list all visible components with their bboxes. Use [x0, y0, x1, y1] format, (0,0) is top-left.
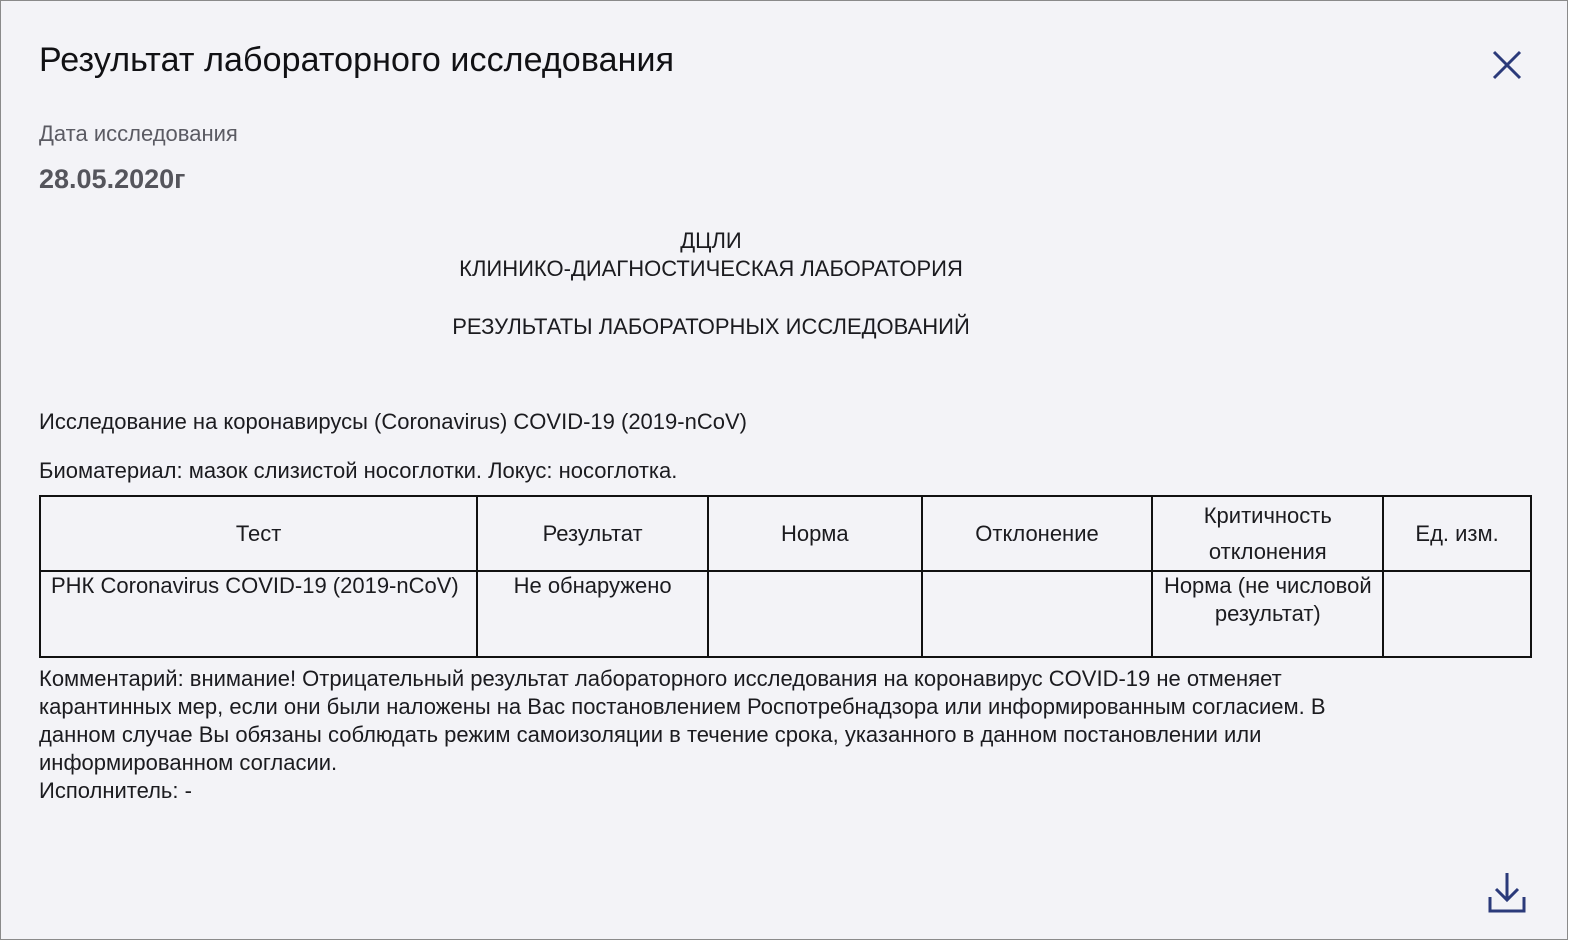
cell-norm — [708, 571, 922, 657]
header-criticality: Критичность отклонения — [1152, 496, 1383, 571]
close-button[interactable] — [1487, 45, 1527, 85]
date-value: 28.05.2020г — [39, 164, 186, 194]
header-norm: Норма — [708, 496, 922, 571]
download-icon — [1487, 869, 1527, 915]
comment-block — [39, 665, 1379, 805]
biomaterial: Биоматериал: мазок слизистой носоглотки. Локус: носоглотка. — [39, 458, 678, 483]
executor: Исполнитель: - — [39, 778, 192, 803]
cell-result: Не обнаружено — [477, 571, 708, 657]
cell-test: РНК Coronavirus COVID-19 (2019-nCoV) — [40, 571, 477, 657]
lab-header-line1: ДЦЛИ — [680, 228, 742, 253]
header-unit: Ед. изм. — [1383, 496, 1531, 571]
cell-deviation — [922, 571, 1153, 657]
lab-header-line2: КЛИНИКО-ДИАГНОСТИЧЕСКАЯ ЛАБОРАТОРИЯ — [459, 256, 963, 281]
lab-header-line3: РЕЗУЛЬТАТЫ ЛАБОРАТОРНЫХ ИССЛЕДОВАНИЙ — [452, 314, 970, 339]
header-result: Результат — [477, 496, 708, 571]
header-test: Тест — [40, 496, 477, 571]
modal-title: Результат лабораторного исследования — [39, 41, 675, 79]
cell-unit — [1383, 571, 1531, 657]
lab-header — [411, 227, 1011, 341]
header-deviation: Отклонение — [922, 496, 1153, 571]
close-icon — [1487, 45, 1527, 85]
date-label: Дата исследования — [39, 121, 238, 146]
comment-text: Комментарий: внимание! Отрицательный результат лабораторного исследования на коронавирус COVID-19 не отменяет карантинных мер, если они были наложены на Вас постановлением Роспотребнадзора или информированным согласием. В данном случае Вы обязаны соблюдать режим самоизоляции в течение срока, указанного в данном постановлении или информированном согласии. — [39, 666, 1326, 775]
cell-criticality: Норма (не числовой результат) — [1152, 571, 1383, 657]
results-table — [39, 495, 1532, 658]
download-button[interactable] — [1487, 869, 1527, 915]
table-row — [40, 571, 1531, 657]
table-header-row — [40, 496, 1531, 571]
study-name: Исследование на коронавирусы (Coronavirus) COVID-19 (2019-nCoV) — [39, 409, 747, 434]
